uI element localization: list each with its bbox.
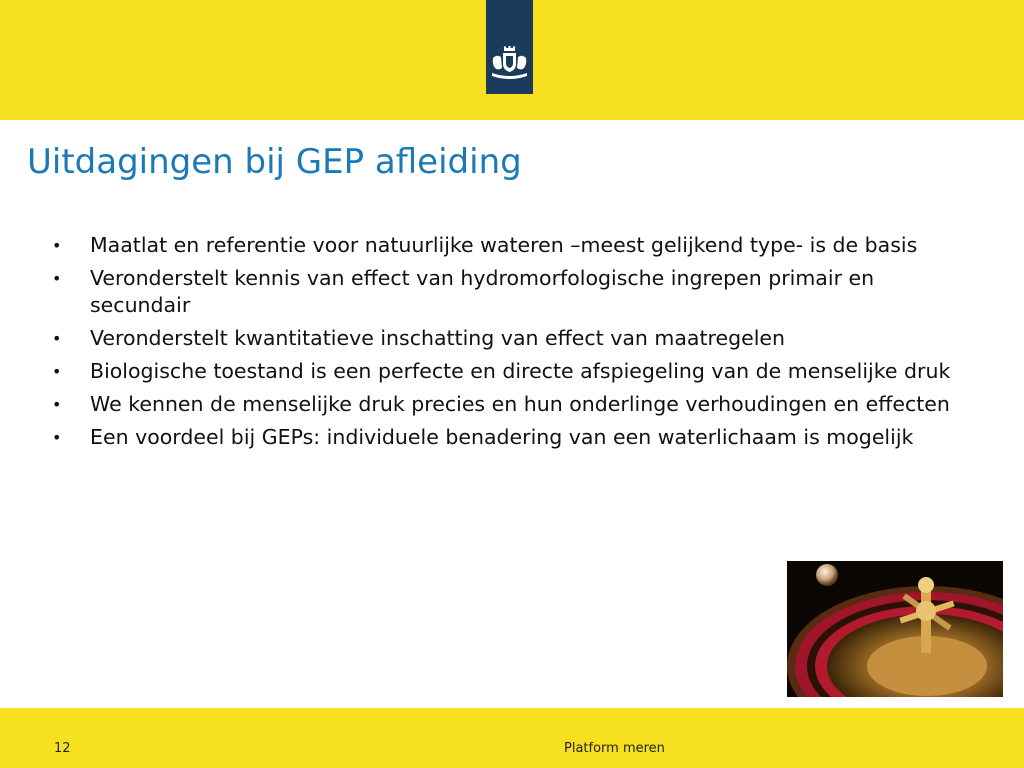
- bullet-marker: •: [52, 329, 62, 348]
- crest-icon: [489, 46, 530, 88]
- bullet-item: [50, 358, 980, 385]
- bullet-marker: •: [52, 362, 62, 381]
- bullet-marker: •: [52, 236, 62, 255]
- bullet-text: Biologische toestand is een perfecte en directe afspiegeling van de menselijke druk: [90, 359, 951, 383]
- bullet-item: [50, 424, 980, 451]
- bullet-list: [50, 232, 980, 457]
- bullet-text: We kennen de menselijke druk precies en hun onderlinge verhoudingen en effecten: [90, 392, 950, 416]
- bullet-item: [50, 325, 980, 352]
- bullet-text: Een voordeel bij GEPs: individuele benadering van een waterlichaam is mogelijk: [90, 425, 914, 449]
- bullet-text: Veronderstelt kwantitatieve inschatting van effect van maatregelen: [90, 326, 786, 350]
- bullet-marker: •: [52, 428, 62, 447]
- bullet-marker: •: [52, 395, 62, 414]
- bullet-text: Veronderstelt kennis van effect van hydromorfologische ingrepen primair en secundair: [90, 266, 875, 317]
- page-number: 12: [54, 741, 71, 756]
- footer-band: [0, 708, 1024, 768]
- bullet-item: [50, 232, 980, 259]
- bullet-item: [50, 391, 980, 418]
- slide-title: Uitdagingen bij GEP afleiding: [27, 142, 522, 182]
- roulette-wheel-image: [787, 561, 1003, 697]
- bullet-item: [50, 265, 980, 319]
- government-logo: [486, 0, 533, 94]
- bullet-text: Maatlat en referentie voor natuurlijke wateren –meest gelijkend type- is de basis: [90, 233, 918, 257]
- bullet-marker: •: [52, 269, 62, 288]
- footer-label: Platform meren: [564, 741, 665, 756]
